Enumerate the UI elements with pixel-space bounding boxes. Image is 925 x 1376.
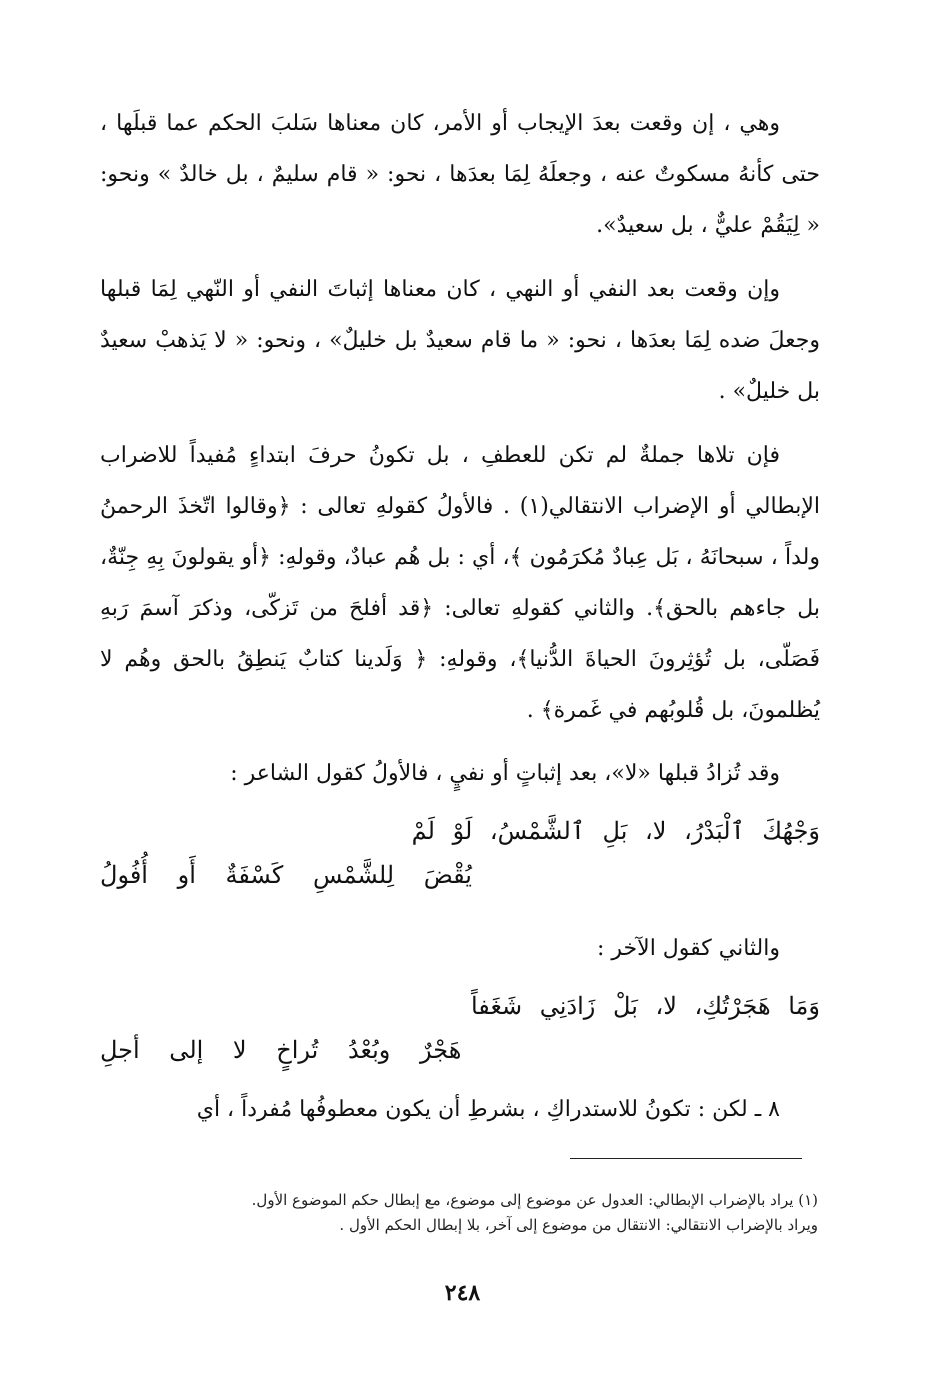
verse-1-second-hemistich: يُقْضَ لِلشَّمْسِ كَسْفَةٌ أَو أُفُولُ xyxy=(100,861,472,889)
footnote-1-continuation: ويراد بالإضراب الانتقالي: الانتقال من موضوع إلى آخر، بلا إبطال الحكم الأول . xyxy=(339,1216,818,1234)
verse-2-second-hemistich: هَجْرٌ وبُعْدُ تُراخٍ لا إلى أجلِ xyxy=(100,1036,462,1064)
paragraph-1: وهي ، إن وقعت بعدَ الإيجاب أو الأمر، كان معناها سَلبَ الحكم عما قبلَها ، حتى كأنهُ مسكوتٌ عنه ، وجعلَهُ لِمَا بعدَها ، نحو: « قام سليمٌ ، بل خالدٌ » ونحو: « لِيَقُمْ عليٌّ ، بل سعيدٌ». xyxy=(100,111,820,238)
verse-1-first-hemistich: وَجْهُكَ ٱلْبَدْرُ، لا، بَلِ ٱلشَّمْسُ، لَوْ لَمْ xyxy=(411,817,820,845)
footnote-1: (١) يراد بالإضراب الإبطالي: العدول عن موضوع إلى موضوع، مع إبطال حكم الموضوع الأول. xyxy=(251,1191,818,1209)
verse-2-first-hemistich: وَمَا هَجَرْتُكِ، لا، بَلْ زَادَنِي شَغَفاً xyxy=(470,992,820,1020)
poetry-verse-2 xyxy=(100,984,820,1072)
paragraph-3: فإن تلاها جملةٌ لم تكن للعطفِ ، بل تكونُ حرفَ ابتداءٍ مُفيداً للاضراب الإبطالي أو الإضراب الانتقالي(١) . فالأولُ كقولهِ تعالى : ﴿وقالوا اتّخذَ الرحمنُ ولداً ، سبحانَهُ ، بَل عِبادٌ مُكرَمُون ﴾، أي : بل هُم عبادٌ، وقولهِ: ﴿أو يقولونَ بِهِ جِنّةٌ، بل جاءهم بالحق﴾. والثاني كقولهِ تعالى: ﴿قد أفلحَ من تَزكّى، وذكرَ آسمَ رَبهِ فَصَلّى، بل تُؤثِرونَ الحياةَ الدُّنيا﴾، وقولهِ: ﴿ وَلَدينا كتابٌ يَنطِقُ بالحق وهُم لا يُظلمونَ، بل قُلوبُهم في غَمرة﴾ . xyxy=(100,443,820,723)
poetry-verse-1 xyxy=(100,809,820,897)
page-body xyxy=(100,98,820,1135)
paragraph-2: وإن وقعت بعد النفي أو النهي ، كان معناها إثباتَ النفي أو النّهي لِمَا قبلها وجعلَ ضده لِمَا بعدَها ، نحو: « ما قام سعيدٌ بل خليلٌ» ، ونحو: « لا يَذهبْ سعيدٌ بل خليلٌ» . xyxy=(100,277,820,404)
verse-intro-2: والثاني كقول الآخر : xyxy=(597,936,780,961)
footnotes xyxy=(200,1188,818,1238)
verse-intro-1: وقد تُزادُ قبلها «لا»، بعد إثباتٍ أو نفيٍ ، فالأولُ كقول الشاعر : xyxy=(230,761,780,786)
section-point-8: ٨ ـ لكن : تكونُ للاستدراكِ ، بشرطِ أن يكون معطوفُها مُفرداً ، أي xyxy=(196,1097,780,1122)
footnote-separator xyxy=(570,1158,802,1159)
page-number: ٢٤٨ xyxy=(444,1280,481,1306)
